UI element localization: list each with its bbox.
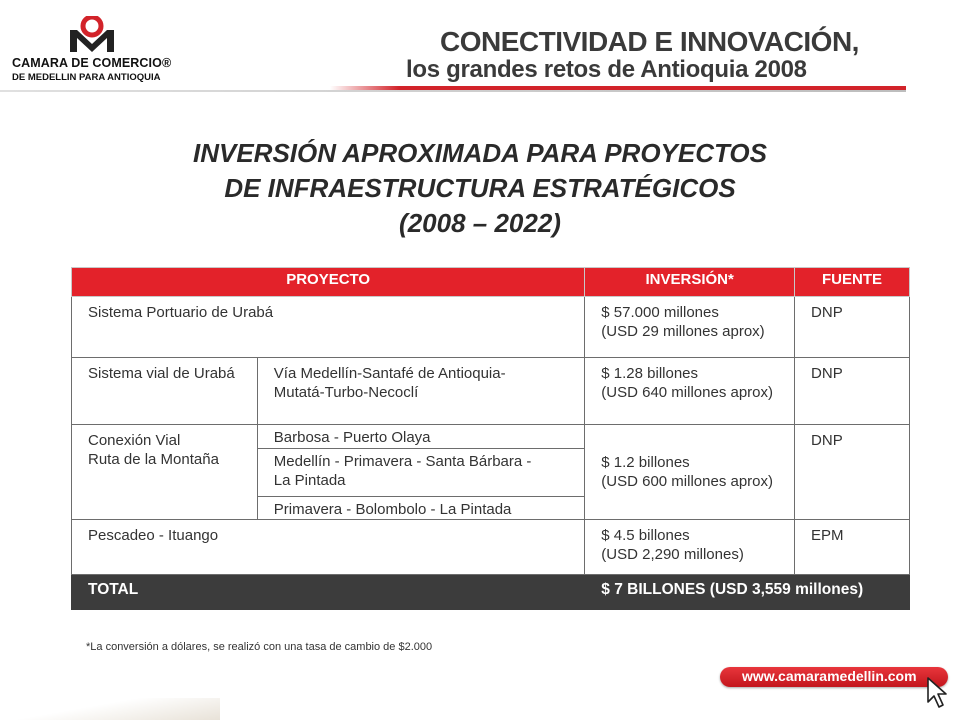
cell-detalle: Vía Medellín-Santafé de Antioquia- Mutatá-Turbo-Necoclí <box>257 358 585 425</box>
header-fuente: FUENTE <box>795 268 910 297</box>
header-gray-rule <box>0 90 906 92</box>
cell-proyecto: Sistema vial de Urabá <box>72 358 258 425</box>
header-inversion: INVERSIÓN* <box>585 268 795 297</box>
table-row <box>72 520 910 575</box>
investment-table <box>71 267 910 610</box>
banner-subtitle: los grandes retos de Antioquia 2008 <box>406 56 807 83</box>
logo-text-line2: DE MEDELLIN PARA ANTIOQUIA <box>12 72 161 83</box>
total-label: TOTAL <box>72 575 585 610</box>
chamber-logo-icon <box>68 16 116 56</box>
page-title-line2: DE INFRAESTRUCTURA ESTRATÉGICOS <box>224 173 736 203</box>
cell-inversion: $ 1.2 billones (USD 600 millones aprox) <box>585 425 795 520</box>
cell-fuente: DNP <box>795 425 910 520</box>
total-row <box>72 575 910 610</box>
cell-fuente: DNP <box>795 297 910 358</box>
corner-decoration <box>0 698 220 720</box>
footnote: *La conversión a dólares, se realizó con una tasa de cambio de $2.000 <box>86 641 433 653</box>
cell-proyecto: Pescadeo - Ituango <box>72 520 585 575</box>
chamber-logo <box>12 16 192 88</box>
page-title <box>0 136 960 241</box>
banner-title: CONECTIVIDAD E INNOVACIÓN, <box>440 26 859 57</box>
page-title-line3: (2008 – 2022) <box>399 208 561 238</box>
website-link-button[interactable] <box>720 667 948 687</box>
cell-proyecto: Sistema Portuario de Urabá <box>72 297 585 358</box>
total-value: $ 7 BILLONES (USD 3,559 millones) <box>585 575 910 610</box>
mouse-cursor-icon <box>926 676 948 710</box>
cell-tramo: Primavera - Bolombolo - La Pintada <box>257 497 585 520</box>
cell-tramo: Medellín - Primavera - Santa Bárbara - La Pintada <box>257 449 585 497</box>
table-row <box>72 297 910 358</box>
logo-text-line1: CAMARA DE COMERCIO® <box>12 56 172 70</box>
cell-inversion: $ 1.28 billones (USD 640 millones aprox) <box>585 358 795 425</box>
cell-fuente: EPM <box>795 520 910 575</box>
cell-inversion: $ 4.5 billones (USD 2,290 millones) <box>585 520 795 575</box>
table-row <box>72 425 910 449</box>
header-proyecto: PROYECTO <box>72 268 585 297</box>
cell-fuente: DNP <box>795 358 910 425</box>
cell-tramo: Barbosa - Puerto Olaya <box>257 425 585 449</box>
cell-inversion: $ 57.000 millones (USD 29 millones aprox) <box>585 297 795 358</box>
table-header-row <box>72 268 910 297</box>
page-title-line1: INVERSIÓN APROXIMADA PARA PROYECTOS <box>193 138 767 168</box>
website-link-text[interactable]: www.camaramedellin.com <box>742 668 917 684</box>
cell-proyecto: Conexión Vial Ruta de la Montaña <box>72 425 258 520</box>
table-row <box>72 358 910 425</box>
